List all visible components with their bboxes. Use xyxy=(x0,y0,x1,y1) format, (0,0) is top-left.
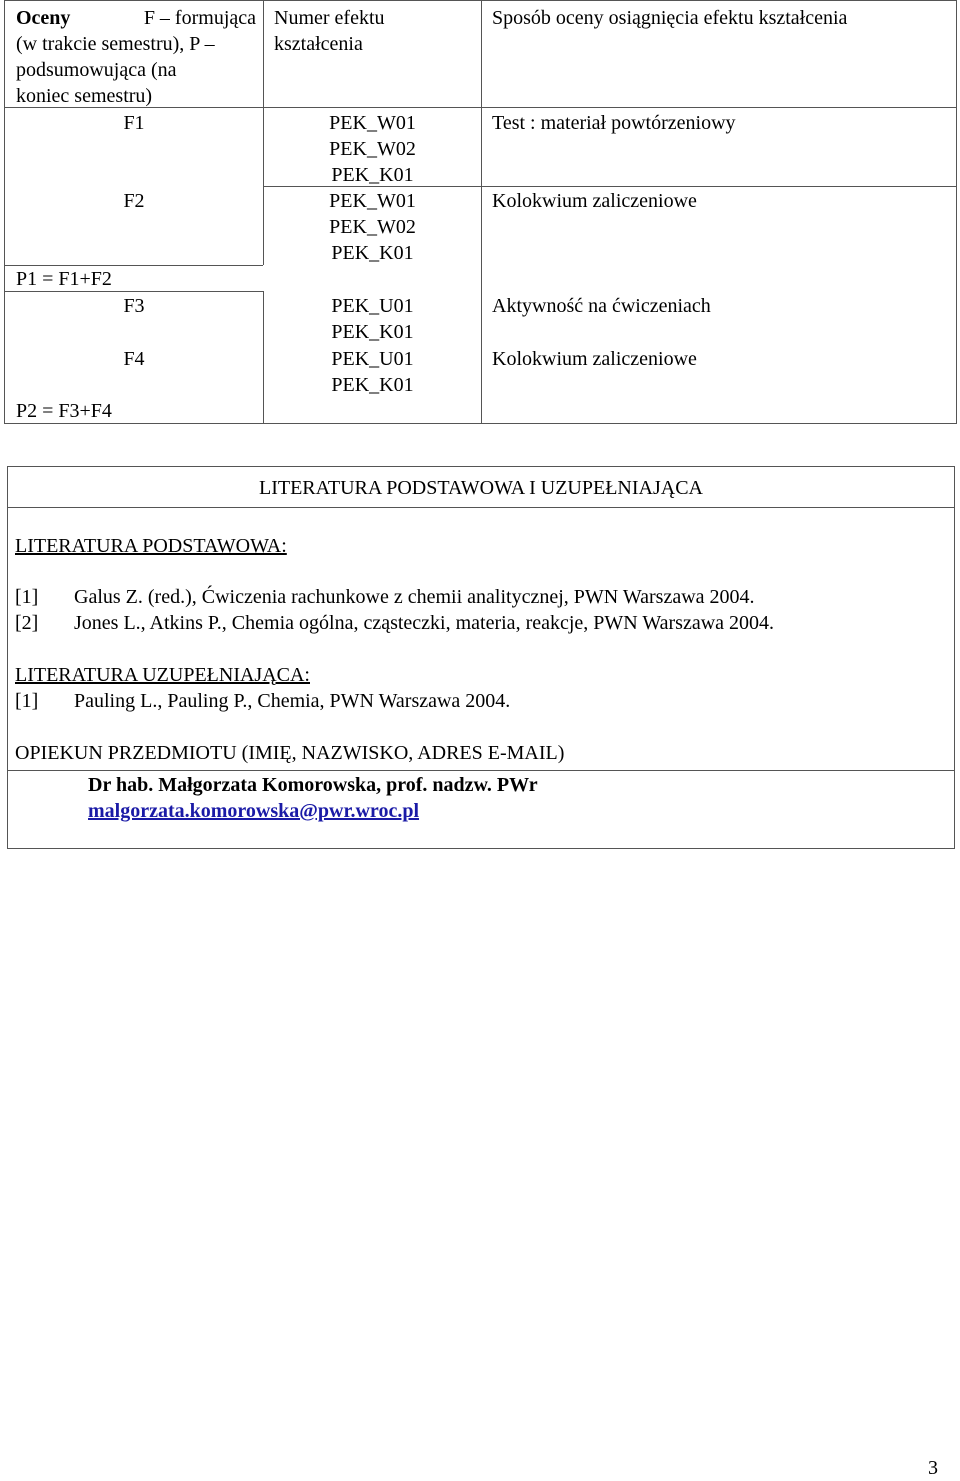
summary-p1: P1 = F1+F2 xyxy=(16,268,112,290)
summary-p2: P2 = F3+F4 xyxy=(16,400,112,422)
effect-code: PEK_W02 xyxy=(329,216,416,238)
effect-code: PEK_K01 xyxy=(331,321,414,343)
basic-ref-1 xyxy=(15,584,755,610)
supervisor-heading: OPIEKUN PRZEDMIOTU (IMIĘ, NAZWISKO, ADRES E-MAIL) xyxy=(15,742,565,764)
basic-ref-2 xyxy=(15,610,774,636)
effect-code: PEK_U01 xyxy=(331,348,414,370)
ref-text: Galus Z. (red.), Ćwiczenia rachunkowe z chemii analitycznej, PWN Warszawa 2004. xyxy=(74,586,755,608)
effect-code: PEK_U01 xyxy=(331,295,414,317)
assessment-table xyxy=(4,0,957,424)
page-number: 3 xyxy=(928,1457,938,1479)
method-f3: Aktywność na ćwiczeniach xyxy=(492,295,711,317)
header-effect-line1: Numer efektu xyxy=(274,7,385,29)
header-oceny-line3: podsumowująca (na xyxy=(16,59,177,81)
mark-f3: F3 xyxy=(123,295,145,317)
supervisor-heading-row xyxy=(8,737,954,771)
supervisor-email-line xyxy=(88,798,419,824)
mark-f2: F2 xyxy=(123,190,145,212)
header-oceny-line2: (w trakcie semestru), P – xyxy=(16,33,215,55)
effects-f4 xyxy=(264,346,481,398)
literature-section-title-text: LITERATURA PODSTAWOWA I UZUPEŁNIAJĄCA xyxy=(258,477,703,499)
header-oceny-rest: F – formująca xyxy=(143,7,256,29)
header-oceny xyxy=(16,5,256,109)
header-effect-number xyxy=(274,5,385,57)
header-oceny-bold: Oceny xyxy=(16,7,71,29)
header-oceny-line4: koniec semestru) xyxy=(16,85,153,107)
effects-f2 xyxy=(264,188,481,266)
effect-code: PEK_K01 xyxy=(331,374,414,396)
basic-literature-heading: LITERATURA PODSTAWOWA: xyxy=(15,535,287,557)
mark-f1: F1 xyxy=(123,112,145,134)
effect-code: PEK_W01 xyxy=(329,190,416,212)
effect-code: PEK_K01 xyxy=(331,242,414,264)
method-f4: Kolokwium zaliczeniowe xyxy=(492,348,697,370)
ref-number: [2] xyxy=(15,612,39,634)
ref-text: Pauling L., Pauling P., Chemia, PWN Warszawa 2004. xyxy=(74,690,511,712)
ref-number: [1] xyxy=(15,586,39,608)
header-effect-line2: kształcenia xyxy=(274,33,363,55)
effects-f3 xyxy=(264,293,481,345)
supplementary-literature-heading: LITERATURA UZUPEŁNIAJĄCA: xyxy=(15,664,310,686)
effects-f1 xyxy=(264,110,481,188)
supervisor-name: Dr hab. Małgorzata Komorowska, prof. nadzw. PWr xyxy=(88,774,538,796)
mark-f4: F4 xyxy=(123,348,145,370)
method-f1: Test : materiał powtórzeniowy xyxy=(492,112,736,134)
effect-code: PEK_K01 xyxy=(331,164,414,186)
effect-code: PEK_W01 xyxy=(329,112,416,134)
effect-code: PEK_W02 xyxy=(329,138,416,160)
column-divider xyxy=(481,1,482,423)
supervisor-email-link[interactable]: malgorzata.komorowska@pwr.wroc.pl xyxy=(88,800,420,822)
literature-section-title xyxy=(8,467,954,508)
header-method: Sposób oceny osiągnięcia efektu kształcenia xyxy=(492,7,848,29)
supplementary-ref-1 xyxy=(15,688,510,714)
ref-text: Jones L., Atkins P., Chemia ogólna, cząsteczki, materia, reakcje, PWN Warszawa 2004. xyxy=(74,612,775,634)
ref-number: [1] xyxy=(15,690,39,712)
literature-box xyxy=(7,466,955,849)
method-f2: Kolokwium zaliczeniowe xyxy=(492,190,697,212)
